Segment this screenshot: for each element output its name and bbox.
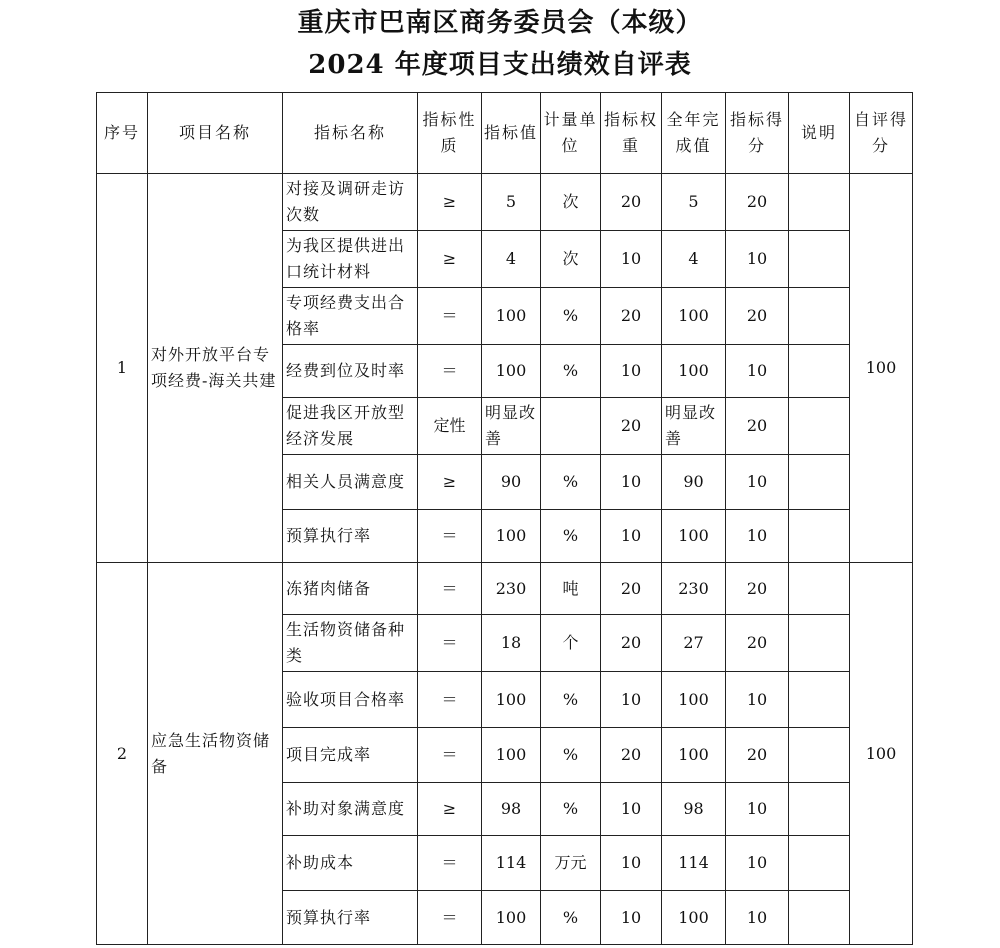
completed-value-cell: 100 bbox=[662, 672, 726, 728]
weight-cell: 10 bbox=[601, 510, 662, 563]
indicator-nature-cell: ＝ bbox=[418, 345, 482, 398]
unit-cell: 次 bbox=[541, 231, 601, 288]
indicator-name-cell: 验收项目合格率 bbox=[283, 672, 418, 728]
unit-cell: 吨 bbox=[541, 563, 601, 615]
indicator-name-cell: 为我区提供进出口统计材料 bbox=[283, 231, 418, 288]
weight-cell: 10 bbox=[601, 345, 662, 398]
note-cell bbox=[789, 510, 850, 563]
unit-cell: % bbox=[541, 345, 601, 398]
indicator-value-cell: 100 bbox=[482, 288, 541, 345]
indicator-value-cell: 100 bbox=[482, 510, 541, 563]
indicator-name-cell: 预算执行率 bbox=[283, 891, 418, 945]
table-row bbox=[97, 174, 913, 231]
project-name-cell: 应急生活物资储备 bbox=[148, 563, 283, 945]
indicator-name-cell: 冻猪肉储备 bbox=[283, 563, 418, 615]
indicator-value-cell: 100 bbox=[482, 728, 541, 783]
header-indicator-score: 指标得分 bbox=[726, 93, 789, 174]
indicator-score-cell: 10 bbox=[726, 672, 789, 728]
indicator-name-cell: 补助成本 bbox=[283, 836, 418, 891]
note-cell bbox=[789, 288, 850, 345]
note-cell bbox=[789, 398, 850, 455]
completed-value-cell: 98 bbox=[662, 783, 726, 836]
weight-cell: 20 bbox=[601, 398, 662, 455]
indicator-score-cell: 20 bbox=[726, 398, 789, 455]
project-name-cell: 对外开放平台专项经费-海关共建 bbox=[148, 174, 283, 563]
weight-cell: 10 bbox=[601, 231, 662, 288]
indicator-score-cell: 10 bbox=[726, 455, 789, 510]
weight-cell: 10 bbox=[601, 783, 662, 836]
indicator-name-cell: 专项经费支出合格率 bbox=[283, 288, 418, 345]
note-cell bbox=[789, 615, 850, 672]
weight-cell: 20 bbox=[601, 288, 662, 345]
note-cell bbox=[789, 672, 850, 728]
indicator-nature-cell: ＝ bbox=[418, 510, 482, 563]
completed-value-cell: 27 bbox=[662, 615, 726, 672]
indicator-nature-cell: ＝ bbox=[418, 672, 482, 728]
seq-cell: 2 bbox=[97, 563, 148, 945]
header-unit: 计量单位 bbox=[541, 93, 601, 174]
unit-cell: 次 bbox=[541, 174, 601, 231]
indicator-name-cell: 生活物资储备种类 bbox=[283, 615, 418, 672]
unit-cell bbox=[541, 398, 601, 455]
indicator-value-cell: 100 bbox=[482, 672, 541, 728]
note-cell bbox=[789, 455, 850, 510]
header-completed-value: 全年完成值 bbox=[662, 93, 726, 174]
note-cell bbox=[789, 783, 850, 836]
weight-cell: 20 bbox=[601, 615, 662, 672]
weight-cell: 10 bbox=[601, 455, 662, 510]
header-indicator-nature: 指标性质 bbox=[418, 93, 482, 174]
indicator-nature-cell: ＝ bbox=[418, 891, 482, 945]
indicator-name-cell: 促进我区开放型经济发展 bbox=[283, 398, 418, 455]
header-row bbox=[97, 93, 913, 174]
weight-cell: 20 bbox=[601, 728, 662, 783]
indicator-nature-cell: ≥ bbox=[418, 231, 482, 288]
indicator-nature-cell: ＝ bbox=[418, 728, 482, 783]
indicator-name-cell: 相关人员满意度 bbox=[283, 455, 418, 510]
completed-value-cell: 100 bbox=[662, 891, 726, 945]
indicator-value-cell: 114 bbox=[482, 836, 541, 891]
completed-value-cell: 100 bbox=[662, 288, 726, 345]
unit-cell: % bbox=[541, 728, 601, 783]
indicator-nature-cell: ＝ bbox=[418, 836, 482, 891]
weight-cell: 20 bbox=[601, 563, 662, 615]
completed-value-cell: 90 bbox=[662, 455, 726, 510]
note-cell bbox=[789, 728, 850, 783]
indicator-name-cell: 补助对象满意度 bbox=[283, 783, 418, 836]
indicator-nature-cell: ＝ bbox=[418, 615, 482, 672]
header-indicator-value: 指标值 bbox=[482, 93, 541, 174]
indicator-nature-cell: ≥ bbox=[418, 455, 482, 510]
indicator-name-cell: 预算执行率 bbox=[283, 510, 418, 563]
note-cell bbox=[789, 563, 850, 615]
seq-cell: 1 bbox=[97, 174, 148, 563]
note-cell bbox=[789, 231, 850, 288]
indicator-value-cell: 100 bbox=[482, 891, 541, 945]
header-project-name: 项目名称 bbox=[148, 93, 283, 174]
title-line-1: 重庆市巴南区商务委员会（本级） bbox=[297, 8, 703, 38]
weight-cell: 10 bbox=[601, 836, 662, 891]
indicator-score-cell: 20 bbox=[726, 563, 789, 615]
completed-value-cell: 100 bbox=[662, 345, 726, 398]
unit-cell: 万元 bbox=[541, 836, 601, 891]
unit-cell: 个 bbox=[541, 615, 601, 672]
indicator-value-cell: 230 bbox=[482, 563, 541, 615]
indicator-score-cell: 20 bbox=[726, 728, 789, 783]
weight-cell: 10 bbox=[601, 891, 662, 945]
indicator-nature-cell: ＝ bbox=[418, 563, 482, 615]
indicator-nature-cell: ≥ bbox=[418, 174, 482, 231]
weight-cell: 10 bbox=[601, 672, 662, 728]
header-weight: 指标权重 bbox=[601, 93, 662, 174]
table-row bbox=[97, 563, 913, 615]
indicator-score-cell: 10 bbox=[726, 345, 789, 398]
indicator-nature-cell: 定性 bbox=[418, 398, 482, 455]
completed-value-cell: 100 bbox=[662, 728, 726, 783]
self-score-cell: 100 bbox=[850, 563, 913, 945]
indicator-score-cell: 20 bbox=[726, 174, 789, 231]
unit-cell: % bbox=[541, 891, 601, 945]
indicator-nature-cell: ＝ bbox=[418, 288, 482, 345]
indicator-score-cell: 10 bbox=[726, 510, 789, 563]
note-cell bbox=[789, 174, 850, 231]
indicator-value-cell: 明显改善 bbox=[482, 398, 541, 455]
unit-cell: % bbox=[541, 288, 601, 345]
header-seq: 序号 bbox=[97, 93, 148, 174]
self-score-cell: 100 bbox=[850, 174, 913, 563]
completed-value-cell: 114 bbox=[662, 836, 726, 891]
indicator-score-cell: 10 bbox=[726, 231, 789, 288]
indicator-score-cell: 20 bbox=[726, 615, 789, 672]
completed-value-cell: 100 bbox=[662, 510, 726, 563]
indicator-value-cell: 98 bbox=[482, 783, 541, 836]
completed-value-cell: 明显改善 bbox=[662, 398, 726, 455]
indicator-nature-cell: ≥ bbox=[418, 783, 482, 836]
unit-cell: % bbox=[541, 510, 601, 563]
indicator-score-cell: 10 bbox=[726, 783, 789, 836]
indicator-value-cell: 90 bbox=[482, 455, 541, 510]
indicator-value-cell: 5 bbox=[482, 174, 541, 231]
note-cell bbox=[789, 891, 850, 945]
indicator-value-cell: 18 bbox=[482, 615, 541, 672]
indicator-score-cell: 20 bbox=[726, 288, 789, 345]
indicator-value-cell: 4 bbox=[482, 231, 541, 288]
title-line-2: 2024 年度项目支出绩效自评表 bbox=[308, 50, 692, 80]
performance-table bbox=[96, 92, 913, 945]
weight-cell: 20 bbox=[601, 174, 662, 231]
completed-value-cell: 230 bbox=[662, 563, 726, 615]
completed-value-cell: 5 bbox=[662, 174, 726, 231]
completed-value-cell: 4 bbox=[662, 231, 726, 288]
header-indicator-name: 指标名称 bbox=[283, 93, 418, 174]
indicator-score-cell: 10 bbox=[726, 891, 789, 945]
unit-cell: % bbox=[541, 672, 601, 728]
indicator-name-cell: 经费到位及时率 bbox=[283, 345, 418, 398]
unit-cell: % bbox=[541, 455, 601, 510]
header-note: 说明 bbox=[789, 93, 850, 174]
header-self-score: 自评得分 bbox=[850, 93, 913, 174]
unit-cell: % bbox=[541, 783, 601, 836]
indicator-score-cell: 10 bbox=[726, 836, 789, 891]
note-cell bbox=[789, 836, 850, 891]
indicator-name-cell: 项目完成率 bbox=[283, 728, 418, 783]
indicator-name-cell: 对接及调研走访次数 bbox=[283, 174, 418, 231]
note-cell bbox=[789, 345, 850, 398]
indicator-value-cell: 100 bbox=[482, 345, 541, 398]
